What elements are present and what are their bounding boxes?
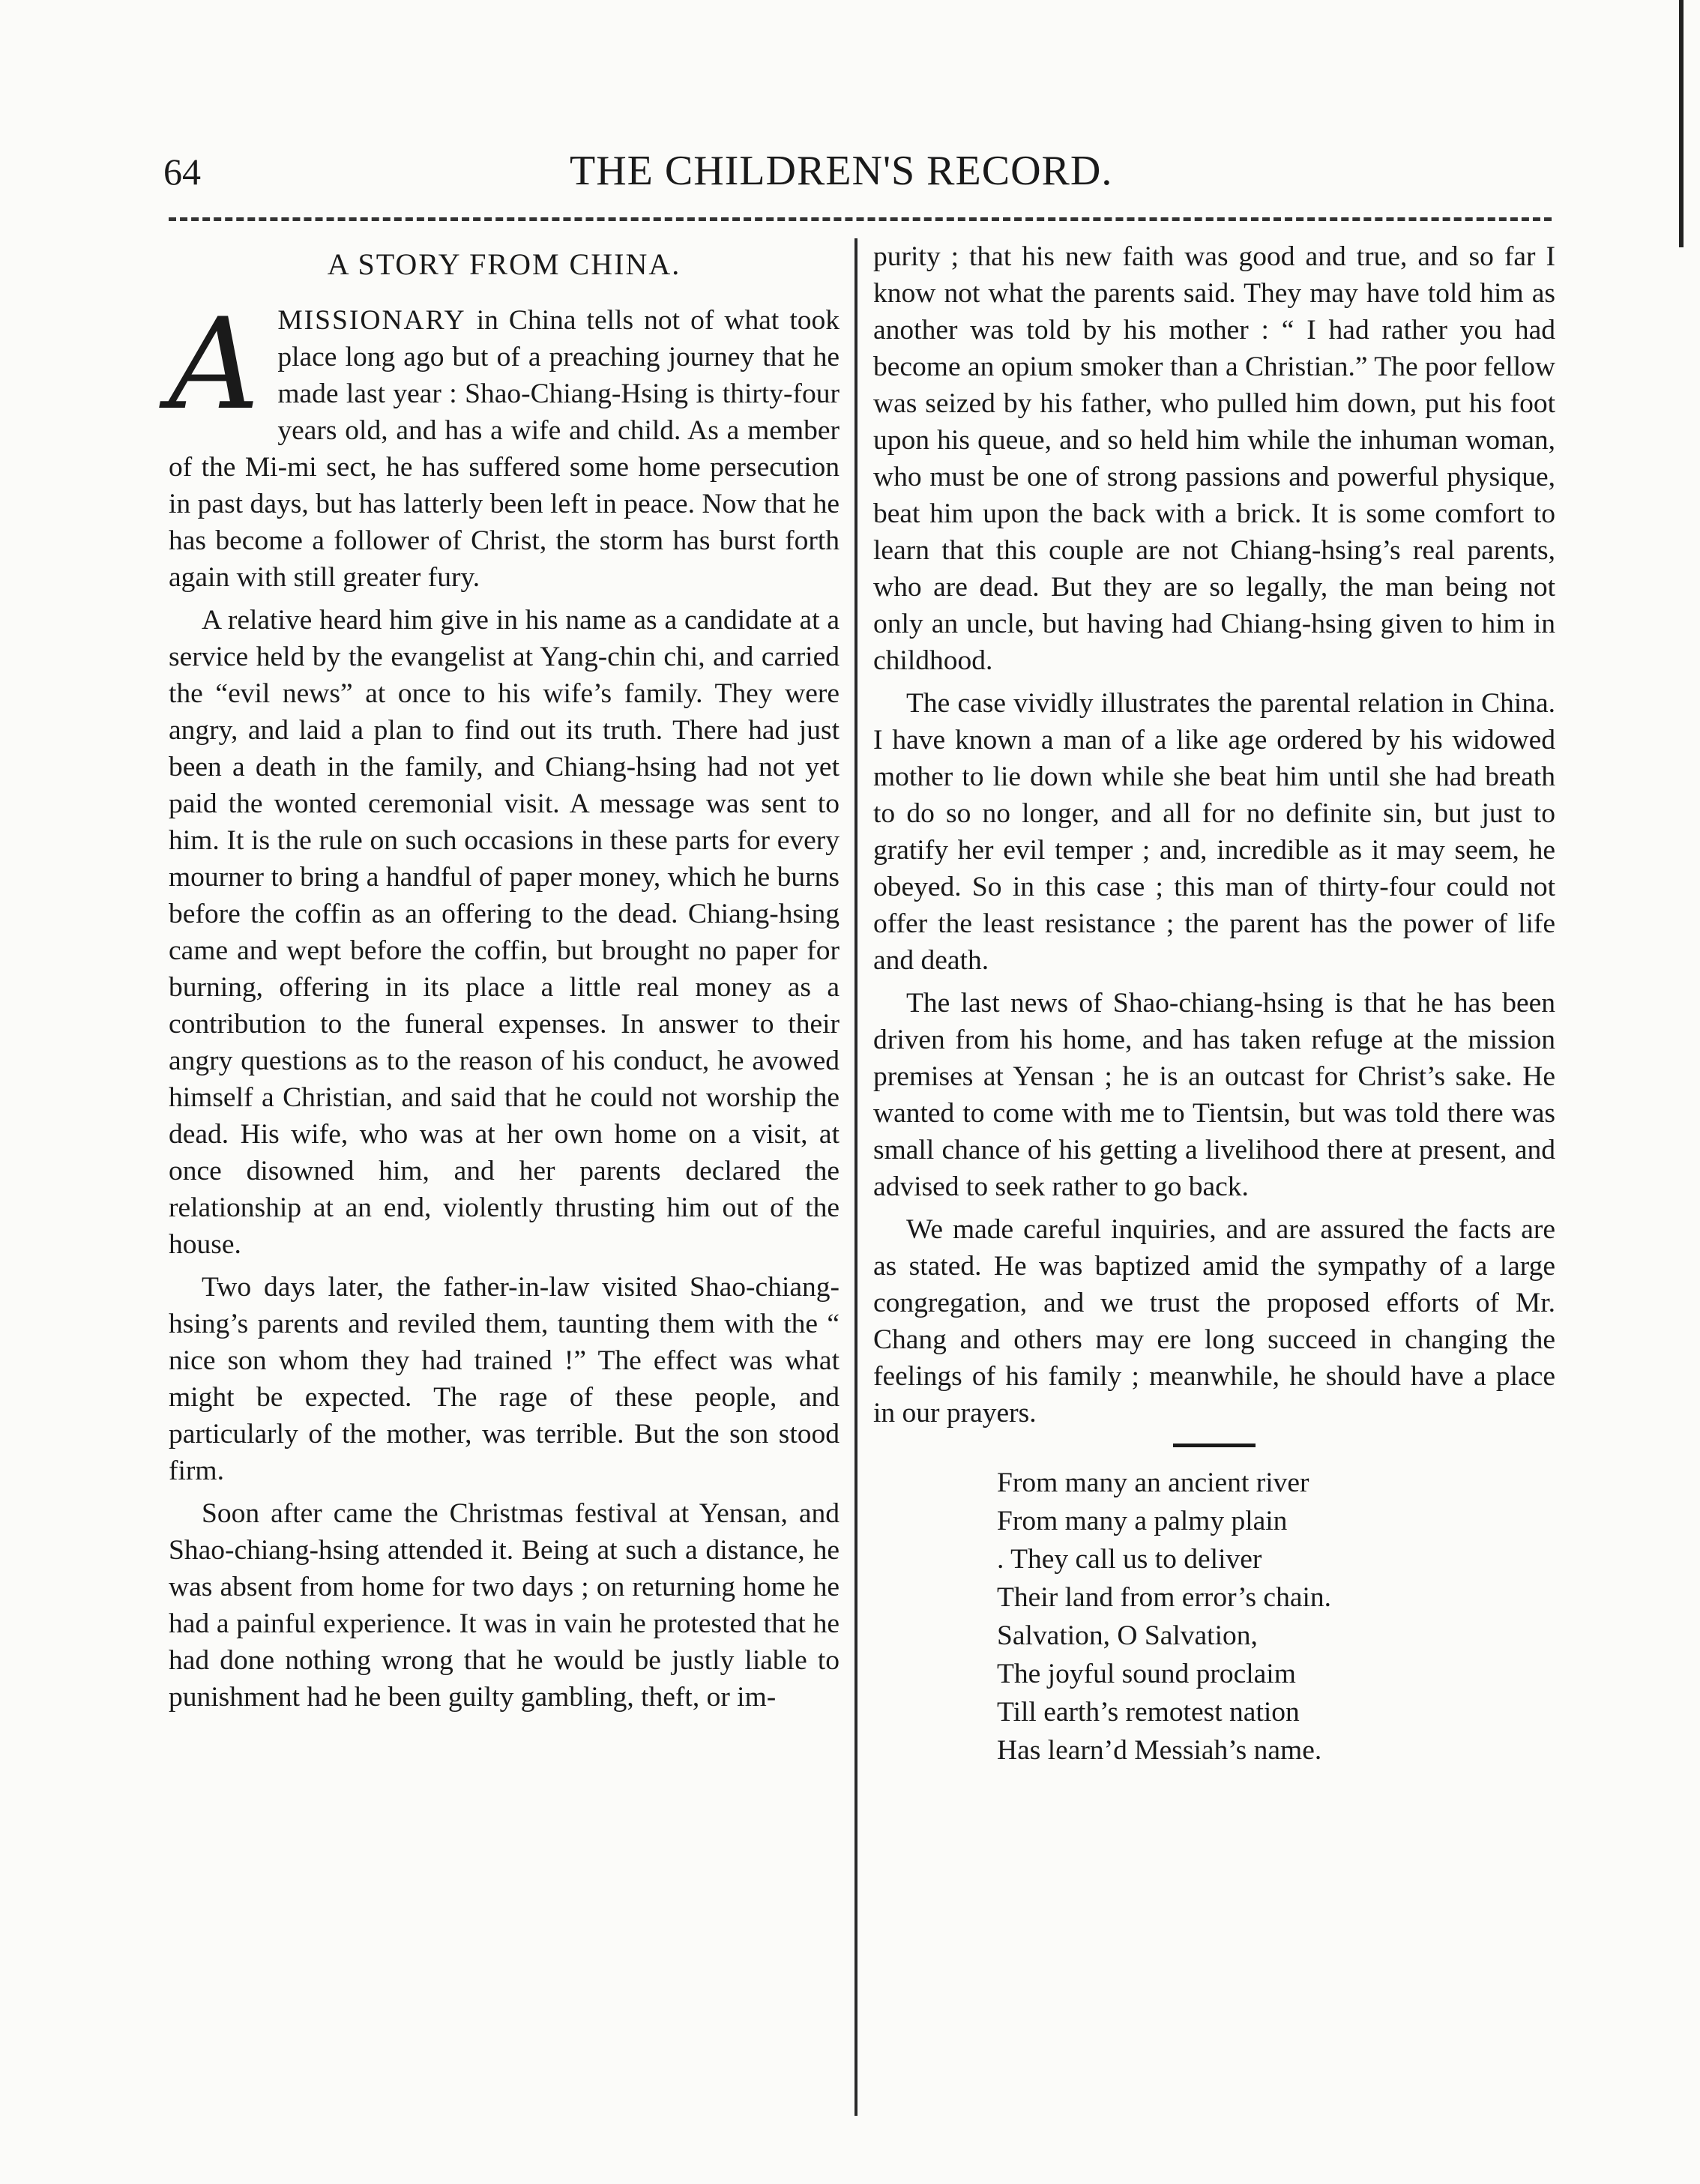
paragraph-4: Soon after came the Christmas festival at Yensan, and Shao-chiang-hsing attended it. Being at such a distance, he was absent from home for two days ; on returning home he had a painful experience. It was in vain he protested that he had done nothing wrong that he would be justly liable to punishment had he been guilty gambling, theft, or im- [169, 1498, 840, 1713]
paragraph-2: A relative heard him give in his name as a candidate at a service held by the evangelist at Yang-chin chi, and carried the “evil news” at once to his wife’s family. They were angry, and laid a plan to find out its truth. There had just been a death in the family, and Chiang-hsing had not yet paid the wonted ceremonial visit. A message was sent to him. It is the rule on such occasions in these parts for every mourner to bring a handful of paper money, which he burns before the coffin as an offering to the dead. Chiang-hsing came and wept before the coffin, but brought no paper for burning, offering in its place a little real money as a contribution to the funeral expenses. In answer to their angry questions as to the reason of his conduct, he avowed himself a Christian, and said that he could not worship the dead. His wife, who was at her own home on a visit, at once disowned him, and her parents declared the relationship at an end, violently thrusting him out of the house. [169, 605, 840, 1260]
poem-line: The joyful sound proclaim [997, 1659, 1296, 1689]
page-number: 64 [163, 151, 201, 193]
hymn-verse [997, 1464, 1555, 1770]
section-separator [1173, 1444, 1256, 1447]
paragraph-6: The last news of Shao-chiang-hsing is that he has been driven from his home, and has taken refuge at the mission premises at Yensan ; he is an outcast for Christ’s sake. He wanted to come with me to Tientsin, but was told there was small chance of his getting a livelihood there at present, and advised to seek rather to go back. [873, 988, 1555, 1202]
poem-line: From many a palmy plain [997, 1506, 1288, 1536]
poem-line: Their land from error’s chain. [997, 1582, 1332, 1613]
paragraph-1-text: in China tells not of what took place long ago but of a preaching journey that he made last year : Shao-Chiang-Hsing is thirty-four years old, and has a wife and child. As a member of the Mi-mi sect, he has suffered some home persecution in past days, but has latterly been left in peace. Now that he has become a follower of Christ, the storm has burst forth again with still greater fury. [169, 305, 840, 593]
poem-line: Till earth’s remotest nation [997, 1697, 1300, 1728]
poem-line: Has learn’d Messiah’s name. [997, 1735, 1322, 1766]
lead-word: MISSIONARY [277, 305, 466, 336]
column-rule [854, 238, 857, 2116]
scan-edge-line [1679, 0, 1684, 247]
paragraph-7: We made careful inquiries, and are assured the facts are as stated. He was baptized amid the sympathy of a large congregation, and we trust the proposed efforts of Mr. Chang and others may ere long succeed in changing the feelings of his family ; meanwhile, he should have a place in our prayers. [873, 1214, 1555, 1429]
poem-line: . They call us to deliver [997, 1544, 1262, 1575]
article-title: A STORY FROM CHINA. [327, 247, 681, 281]
paragraph-3: Two days later, the father-in-law visited Shao-chiang-hsing’s parents and reviled them, taunting them with the “ nice son whom they had trained !” The effect was what might be expected. The rage of these people, and particularly of the mother, was terrible. But the son stood firm. [169, 1272, 840, 1486]
poem-line: From many an ancient river [997, 1467, 1309, 1498]
left-column [169, 246, 840, 1722]
paragraph-1 [169, 291, 840, 596]
poem-line: Salvation, O Salvation, [997, 1620, 1258, 1651]
right-column [873, 238, 1555, 1770]
running-head: THE CHILDREN'S RECORD. [570, 148, 1113, 194]
drop-cap: A [169, 291, 260, 438]
paragraph-5: The case vividly illustrates the parental relation in China. I have known a man of a like age ordered by his widowed mother to lie down while she beat him until she had breath to do so no longer, and all for no definite sin, but just to gratify her evil temper ; and, incredible as it may seem, he obeyed. So in this case ; this man of thirty-four could not offer the least resistance ; the parent has the power of life and death. [873, 688, 1555, 976]
paragraph-4-continued: purity ; that his new faith was good and true, and so far I know not what the parents said. They may have told him as another was told by his mother : “ I had rather you had become an opium smoker than a Christian.” The poor fellow was seized by his father, who pulled him down, put his foot upon his queue, and so held him while the inhuman woman, who must be one of strong passions and powerful physique, beat him upon the back with a brick. It is some comfort to learn that this couple are not Chiang-hsing’s real parents, who are dead. But they are so legally, the man being not only an uncle, but having had Chiang-hsing given to him in childhood. [873, 241, 1555, 676]
header-rule [169, 217, 1552, 221]
